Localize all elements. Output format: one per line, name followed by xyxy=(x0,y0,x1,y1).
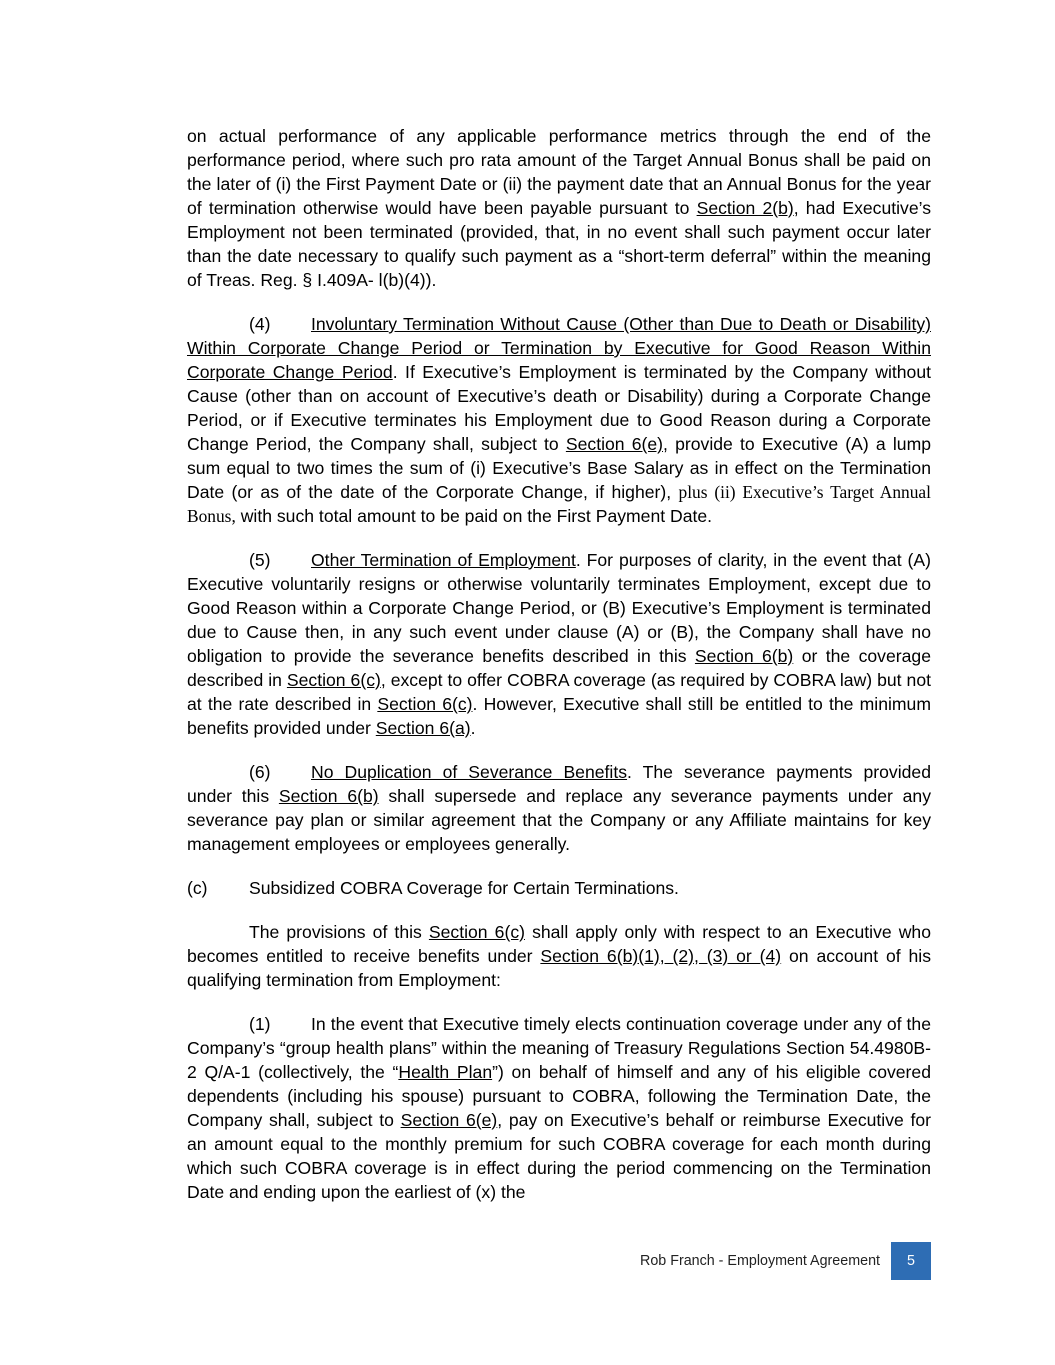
text-serif: plus (ii) Executive’s Target Annual Bonus, xyxy=(187,482,931,526)
document-body xyxy=(187,124,931,1224)
clause-heading: Involuntary Termination Without Cause (Other than Due to Death or Disability) Within Corporate Change Period or Termination by Executive for Good Reason Within Corporate Change Period xyxy=(187,314,931,382)
section-reference: Section 6(c) xyxy=(377,694,473,714)
section-reference: Section 6(e) xyxy=(565,434,664,454)
section-reference: Section 6(b) xyxy=(694,646,794,666)
text: on actual performance of any applicable performance metrics through the end of the performance period, where such pro rata amount of the Target Annual Bonus shall be paid on the later of (i) the First Payment Date or (ii) the payment date that an Annual Bonus for the year of termination otherwise would have been payable pursuant to xyxy=(187,126,931,218)
paragraph-involuntary-termination-corporate-change xyxy=(187,312,931,528)
text: or the coverage described in xyxy=(187,646,931,690)
section-reference: Section 6(b)(1), (2), (3) or (4) xyxy=(540,946,782,966)
section-reference: Section 6(c) xyxy=(428,922,525,942)
section-reference: Section 2(b) xyxy=(696,198,794,218)
text: shall supersede and replace any severance payments under any severance pay plan or similar agreement that the Company or any Affiliate maintains for key management employees or employees generally. xyxy=(187,786,932,854)
clause-heading: No Duplication of Severance Benefits xyxy=(311,762,628,782)
section-number: (c) xyxy=(187,878,208,898)
section-reference: Section 6(e) xyxy=(400,1110,498,1130)
paragraph-no-duplication xyxy=(187,760,931,856)
text: shall apply only with respect to an Executive who becomes entitled to receive benefits under xyxy=(187,922,932,966)
text: In the event that Executive timely elects continuation coverage under any of the Company’s “group health plans” within the meaning of Treasury Regulations Section 54.4980B-2 Q/A-1 (collectively, the “ xyxy=(187,1014,931,1082)
text: ”) on behalf of himself and any of his eligible covered dependents (including his spouse) pursuant to COBRA, following the Termination Date, the Company shall, subject to xyxy=(187,1062,931,1130)
text: . If Executive’s Employment is terminated by the Company without Cause (other than on account of Executive’s death or Disability) during a Corporate Change Period, or if Executive terminates his Employment due to Good Reason during a Corporate Change Period, the Company shall, subject to xyxy=(187,362,932,454)
paragraph-cobra-election xyxy=(187,1012,931,1204)
page-footer xyxy=(640,1242,931,1280)
clause-heading: Other Termination of Employment xyxy=(311,550,576,570)
text: , except to offer COBRA coverage (as required by COBRA law) but not at the rate described in xyxy=(187,670,931,714)
text: , pay on Executive’s behalf or reimburse Executive for an amount equal to the monthly premium for such COBRA coverage for each month during which such COBRA coverage is in effect during the period commencing on the Termination Date and ending upon the earliest of (x) the xyxy=(187,1110,932,1202)
section-reference: Section 6(c) xyxy=(286,670,381,690)
text: on account of his qualifying termination from Employment: xyxy=(187,946,931,990)
paragraph-other-termination xyxy=(187,548,931,740)
clause-number: (6) xyxy=(249,762,271,782)
section-heading-cobra xyxy=(187,876,931,900)
page-number-badge: 5 xyxy=(891,1242,931,1280)
paragraph-cobra-applicability xyxy=(187,920,931,992)
text: . However, Executive shall still be entitled to the minimum benefits provided under xyxy=(187,694,931,738)
paragraph-pro-rata-bonus xyxy=(187,124,931,292)
clause-number: (4) xyxy=(249,314,271,334)
clause-number: (5) xyxy=(249,550,271,570)
text: The provisions of this xyxy=(249,922,429,942)
section-reference: Section 6(a) xyxy=(375,718,471,738)
footer-document-title: Rob Franch - Employment Agreement xyxy=(640,1253,880,1269)
text: . The severance payments provided under this xyxy=(187,762,931,806)
defined-term: Health Plan xyxy=(398,1062,493,1082)
section-title: Subsidized COBRA Coverage for Certain Terminations. xyxy=(249,878,679,898)
text: . For purposes of clarity, in the event that (A) Executive voluntarily resigns or otherwise voluntarily terminates Employment, except due to Good Reason within a Corporate Change Period, or (B) Executive’s Employment is terminated due to Cause then, in any such event under clause (A) or (B), the Company shall have no obligation to provide the severance benefits described in this xyxy=(187,550,931,666)
section-reference: Section 6(b) xyxy=(278,786,379,806)
clause-number: (1) xyxy=(249,1014,271,1034)
text: , provide to Executive (A) a lump sum equal to two times the sum of (i) Executive’s Base Salary as in effect on the Termination Date (or as of the date of the Corporate Change, if higher), xyxy=(187,434,932,502)
text: , had Executive’s Employment not been terminated (provided, that, in no event shall such payment occur later than the date necessary to qualify such payment as a “short-term deferral” within the meaning of Treas. Reg. § I.409A- l(b)(4)). xyxy=(187,198,932,290)
text: with such total amount to be paid on the First Payment Date. xyxy=(235,506,713,526)
text: . xyxy=(470,718,476,738)
